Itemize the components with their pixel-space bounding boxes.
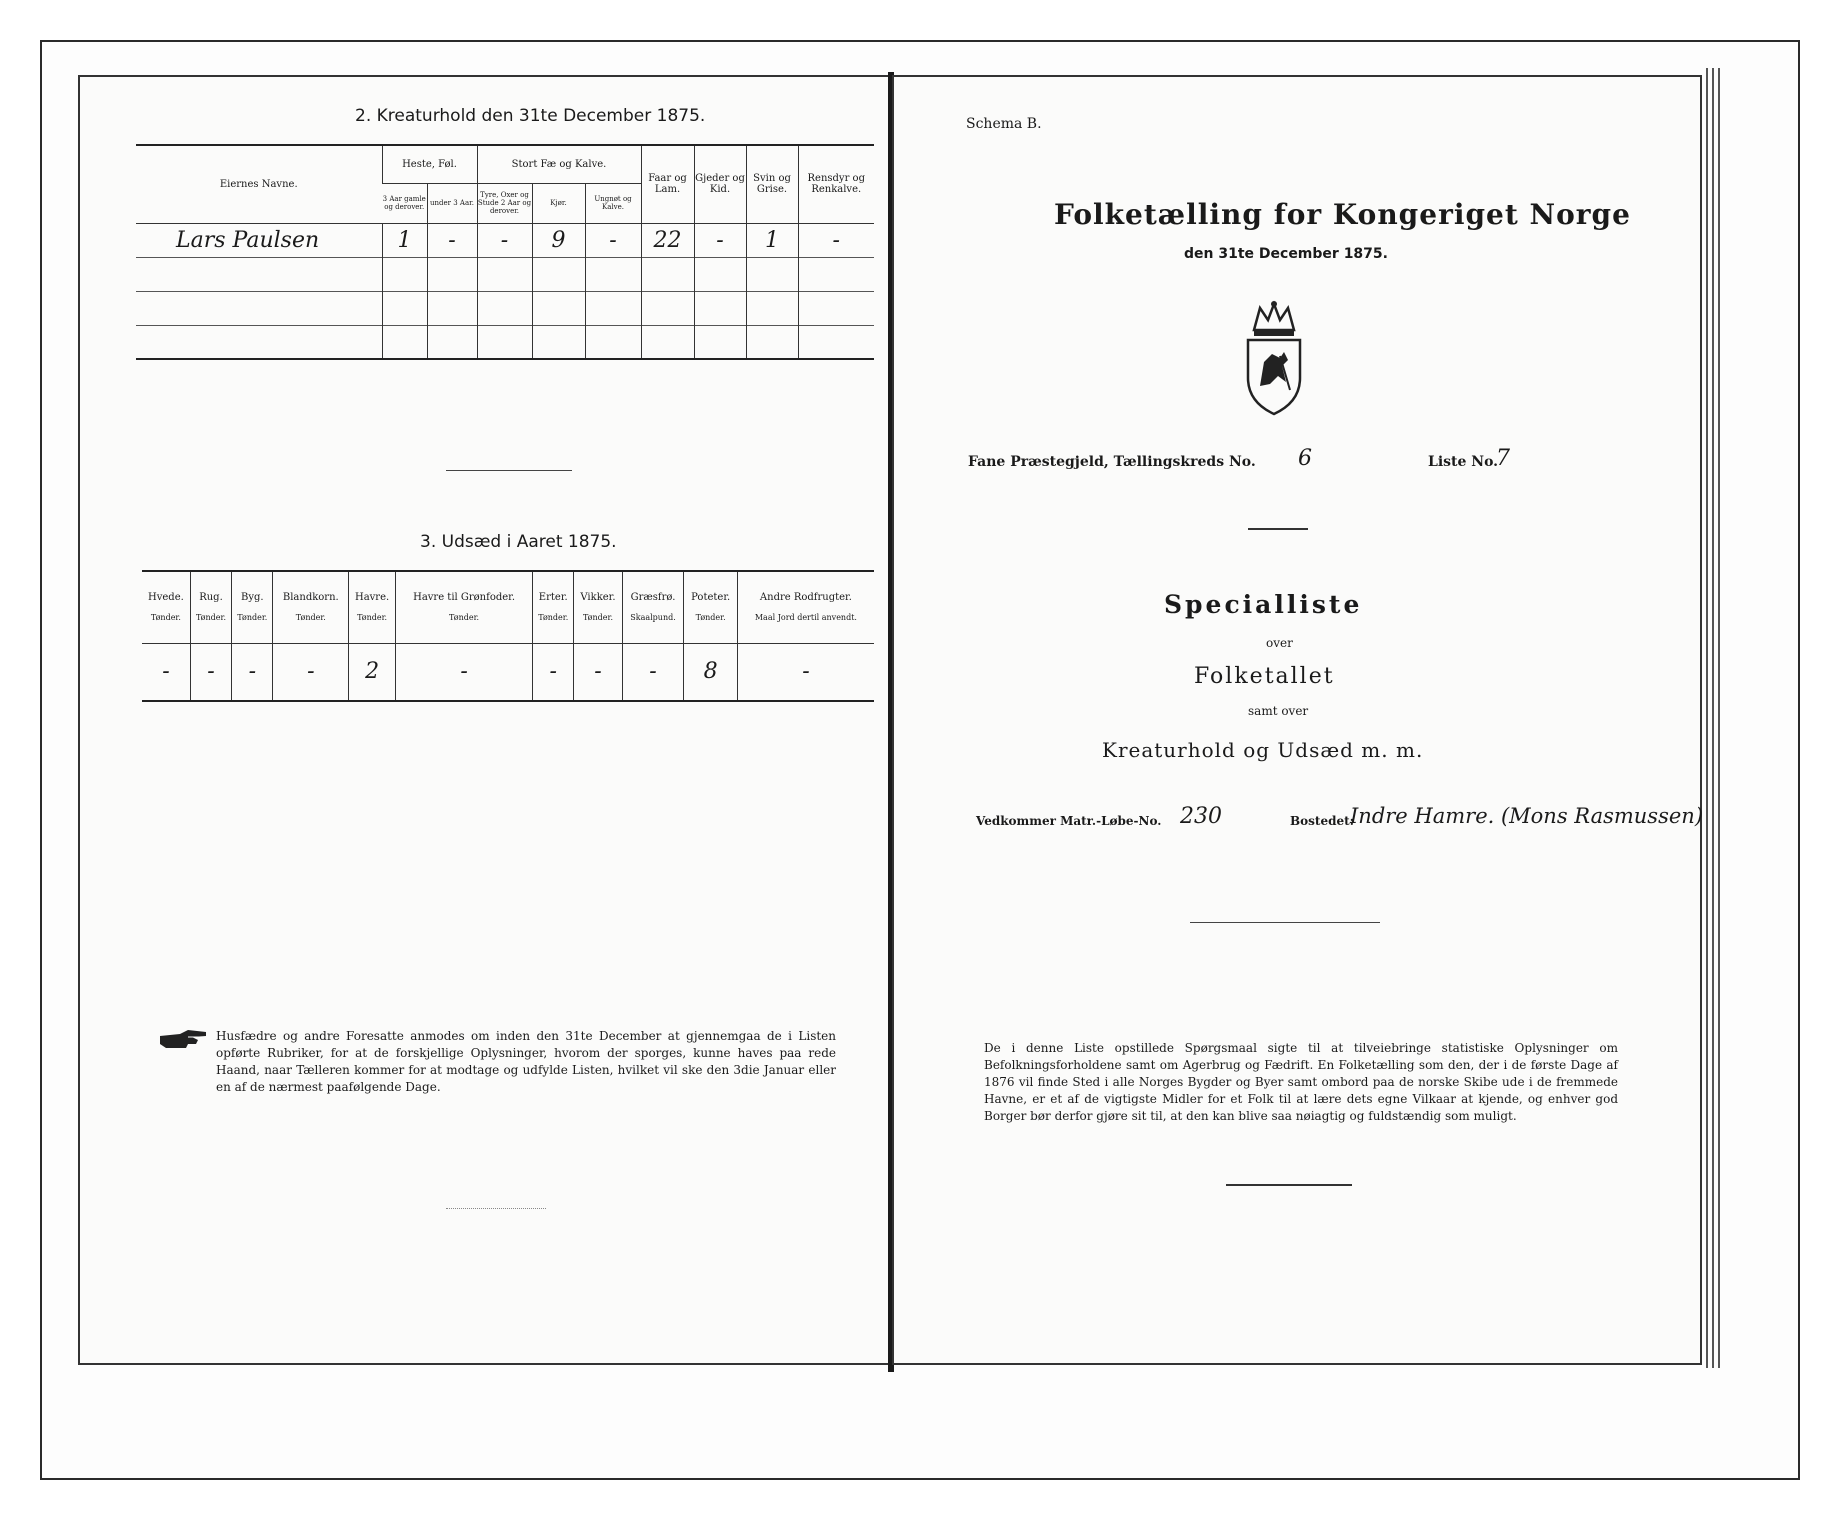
- specialliste-title: Specialliste: [1164, 590, 1363, 619]
- seed-header-label: Havre til Grønfoder.: [413, 592, 516, 604]
- seed-column-header: [737, 571, 874, 643]
- seed-value: -: [232, 643, 273, 701]
- page-edge: [1718, 68, 1720, 1368]
- pointing-hand-icon: [158, 1026, 210, 1052]
- livestock-title: 2. Kreaturhold den 31te December 1875.: [355, 106, 706, 126]
- kjor-value: 9: [532, 223, 585, 257]
- divider: [1190, 922, 1380, 923]
- ungnot-value: -: [585, 223, 641, 257]
- tyre-value: -: [477, 223, 532, 257]
- main-title: Folketælling for Kongeriget Norge: [1054, 198, 1631, 231]
- table-row: [136, 325, 874, 359]
- matr-number: 230: [1180, 804, 1222, 829]
- samt-over-text: samt over: [1248, 704, 1309, 718]
- seed-value: 8: [684, 643, 737, 701]
- seed-header-label: Rug.: [199, 592, 223, 604]
- seed-value: -: [737, 643, 874, 701]
- folketallet-text: Folketallet: [1194, 664, 1335, 689]
- seed-unit-label: Maal Jord dertil anvendt.: [754, 613, 857, 623]
- matr-label: Vedkommer Matr.-Løbe-No.: [976, 814, 1162, 828]
- owner-header: Eiernes Navne.: [136, 145, 382, 223]
- table-row: [136, 223, 874, 257]
- col-heste-under: under 3 Aar.: [427, 183, 477, 223]
- seed-value: -: [574, 643, 622, 701]
- faar-value: 22: [641, 223, 694, 257]
- seed-column-header: [232, 571, 273, 643]
- right-page: [892, 75, 1702, 1365]
- seed-title: 3. Udsæd i Aaret 1875.: [420, 532, 617, 552]
- notice-text: Husfædre og andre Foresatte anmodes om inden den 31te December at gjennemgaa de i Listen opførte Rubriker, for at de forskjellige Oplysninger, hvorom der sporges, kunne haves paa rede Haand, naar Tælleren kommer for at modtage og udfylde Listen, hvilket vil ske den 3die Januar eller en af de nærmest paafølgende Dage.: [216, 1029, 836, 1094]
- owner-name: Lars Paulsen: [176, 227, 320, 253]
- seed-value: -: [162, 659, 170, 685]
- page-edge: [1706, 68, 1708, 1368]
- col-gjeder: Gjeder og Kid.: [694, 145, 746, 223]
- col-kjor: Kjør.: [532, 183, 585, 223]
- seed-header-label: Erter.: [538, 592, 568, 604]
- seed-header-label: Byg.: [241, 592, 264, 604]
- footer-text: De i denne Liste opstillede Spørgsmaal sigte til at tilveiebringe statistiske Oplysninger om Befolkningsforholdene samt om Agerbrug og Fædrift. En Folketælling som den, der i de første Dage af 1876 vil finde Sted i alle Norges Bygder og Byer samt ombord paa de norske Skibe ude i de fremmede Havne, er et af de vigtigste Midler for et Folk til at lære dets egne Vilkaar at kjende, og enhver god Borger bør derfor gjøre sit til, at den kan blive saa nøiagtig og fuldstændig som muligt.: [984, 1041, 1618, 1123]
- divider: [446, 470, 572, 471]
- col-ungnot: Ungnøt og Kalve.: [585, 183, 641, 223]
- col-svin: Svin og Grise.: [746, 145, 798, 223]
- seed-unit-label: Tønder.: [538, 613, 569, 623]
- liste-number: 7: [1496, 446, 1510, 471]
- seed-header-label: Blandkorn.: [282, 592, 339, 604]
- table-row: [136, 257, 874, 291]
- divider: [1248, 528, 1308, 530]
- seed-value: -: [273, 643, 349, 701]
- divider: [1226, 1184, 1352, 1186]
- bosted-value: Indre Hamre. (Mons Rasmussen): [1350, 804, 1704, 828]
- parish-label: Fane Præstegjeld, Tællingskreds No.: [968, 454, 1256, 470]
- seed-unit-label: Tønder.: [237, 613, 268, 623]
- seed-column-header: [622, 571, 684, 643]
- col-faar: Faar og Lam.: [641, 145, 694, 223]
- seed-header-label: Græsfrø.: [630, 592, 676, 604]
- seed-value: 2: [349, 643, 396, 701]
- bosted-label: Bostedet:: [1290, 814, 1355, 828]
- parish-number: 6: [1298, 446, 1312, 471]
- seed-header-label: Poteter.: [691, 592, 731, 604]
- col-rensdyr: Rensdyr og Renkalve.: [798, 145, 874, 223]
- table-row: [136, 291, 874, 325]
- coat-of-arms-icon: [1240, 300, 1308, 418]
- kreaturhold-text: Kreaturhold og Udsæd m. m.: [1102, 738, 1424, 762]
- seed-column-header: [349, 571, 396, 643]
- seed-header-label: Vikker.: [580, 592, 616, 604]
- seed-column-header: [142, 571, 190, 643]
- seed-header-label: Hvede.: [148, 592, 184, 604]
- seed-table: [142, 570, 874, 702]
- seed-value: -: [622, 643, 684, 701]
- col-tyre: Tyre, Oxer og Stude 2 Aar og derover.: [477, 183, 532, 223]
- seed-unit-label: Tønder.: [150, 613, 181, 623]
- over-text: over: [1266, 636, 1293, 650]
- seed-unit-label: Tønder.: [582, 613, 613, 623]
- seed-unit-label: Tønder.: [449, 613, 480, 623]
- group-stort: Stort Fæ og Kalve.: [477, 145, 641, 183]
- rensdyr-value: -: [798, 223, 874, 257]
- seed-column-header: [396, 571, 533, 643]
- seed-unit-label: Tønder.: [295, 613, 326, 623]
- seed-value: -: [533, 643, 574, 701]
- schema-label: Schema B.: [966, 116, 1042, 132]
- gjeder-value: -: [694, 223, 746, 257]
- seed-header-label: Andre Rodfrugter.: [759, 592, 852, 604]
- seed-column-header: [273, 571, 349, 643]
- page-edge: [1712, 68, 1714, 1368]
- seed-header-label: Havre.: [354, 592, 390, 604]
- seed-column-header: [684, 571, 737, 643]
- seed-unit-label: Tønder.: [195, 613, 226, 623]
- svin-value: 1: [746, 223, 798, 257]
- seed-column-header: [190, 571, 231, 643]
- liste-label: Liste No.: [1428, 454, 1499, 470]
- heste-3aar-value: 1: [382, 223, 427, 257]
- divider: [446, 1208, 546, 1209]
- seed-value: -: [396, 643, 533, 701]
- seed-unit-label: Skaalpund.: [630, 613, 676, 623]
- seed-column-header: [533, 571, 574, 643]
- census-date: den 31te December 1875.: [1184, 246, 1388, 262]
- seed-unit-label: Tønder.: [357, 613, 388, 623]
- livestock-table: [136, 144, 874, 360]
- group-heste: Heste, Føl.: [382, 145, 477, 183]
- heste-under-value: -: [427, 223, 477, 257]
- col-heste-3aar: 3 Aar gamle og derover.: [382, 183, 427, 223]
- seed-unit-label: Tønder.: [695, 613, 726, 623]
- seed-column-header: [574, 571, 622, 643]
- seed-value: -: [190, 643, 231, 701]
